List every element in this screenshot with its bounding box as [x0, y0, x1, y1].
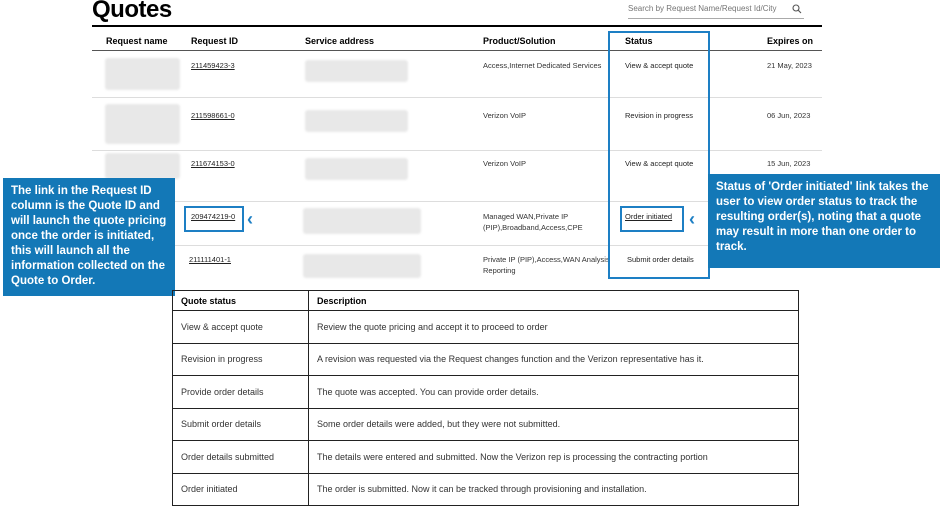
status-link[interactable]: Revision in progress — [625, 111, 693, 120]
status-description: The quote was accepted. You can provide order details. — [309, 376, 799, 409]
redacted-address — [305, 60, 408, 82]
quote-status-table — [172, 290, 799, 506]
header-divider — [92, 50, 822, 51]
order-status-callout: Status of 'Order initiated' link takes the user to view order status to track the resulting order(s), noting that a quote may result in more than one order to track. — [708, 174, 940, 268]
table-row — [173, 376, 799, 409]
redacted-request-name — [105, 58, 180, 90]
status-description: The order is submitted. Now it can be tracked through provisioning and installation. — [309, 473, 799, 506]
page-title: Quotes — [92, 0, 172, 23]
search-icon[interactable] — [792, 4, 802, 16]
product-cell: Private IP (PIP),Access,WAN Analysis Reporting — [483, 255, 610, 275]
table-row — [173, 311, 799, 344]
column-header-product[interactable]: Product/Solution — [483, 36, 556, 46]
order-initiated-link[interactable]: Order initiated — [625, 212, 673, 221]
redacted-address — [303, 254, 421, 278]
search-bar[interactable] — [628, 4, 804, 19]
expires-cell: 06 Jun, 2023 — [767, 111, 811, 120]
request-id-link[interactable]: 211674153-0 — [191, 159, 235, 168]
status-name: Submit order details — [173, 408, 309, 441]
status-name: Provide order details — [173, 376, 309, 409]
column-header-status[interactable]: Status — [625, 36, 653, 46]
product-cell: Verizon VoIP — [483, 111, 526, 120]
column-header-expires[interactable]: Expires on — [767, 36, 814, 46]
request-id-link[interactable]: 211598661-0 — [191, 111, 235, 120]
redacted-request-name — [105, 104, 180, 144]
column-header-request-id[interactable]: Request ID — [191, 36, 239, 46]
redacted-address — [303, 208, 421, 234]
product-cell: Verizon VoIP — [483, 159, 526, 168]
table-header-status: Quote status — [173, 291, 309, 311]
chevron-left-icon: ‹ — [689, 209, 695, 229]
status-column-highlight — [608, 31, 710, 279]
status-description: Some order details were added, but they were not submitted. — [309, 408, 799, 441]
redacted-request-name — [105, 153, 180, 179]
row-divider — [92, 97, 822, 98]
table-header-description: Description — [309, 291, 799, 311]
status-link[interactable]: View & accept quote — [625, 159, 694, 168]
row-divider — [92, 150, 822, 151]
status-name: Order details submitted — [173, 441, 309, 474]
redacted-address — [305, 158, 408, 180]
status-description: Review the quote pricing and accept it to proceed to order — [309, 311, 799, 344]
request-id-highlight — [184, 206, 244, 232]
expires-cell: 15 Jun, 2023 — [767, 159, 811, 168]
status-name: Order initiated — [173, 473, 309, 506]
table-row — [173, 343, 799, 376]
table-row — [173, 473, 799, 506]
title-divider — [92, 25, 822, 27]
status-link[interactable]: Submit order details — [627, 255, 694, 264]
column-header-request-name[interactable]: Request name — [106, 36, 168, 46]
chevron-left-icon: ‹ — [247, 209, 253, 229]
status-link[interactable]: View & accept quote — [625, 61, 694, 70]
search-input[interactable] — [628, 4, 778, 13]
request-id-callout: The link in the Request ID column is the Quote ID and will launch the quote pricing once the order is initiated, this will launch all the information collected on the Quote to Order. — [3, 178, 175, 296]
status-name: View & accept quote — [173, 311, 309, 344]
column-header-service-address[interactable]: Service address — [305, 36, 375, 46]
status-description: The details were entered and submitted. Now the Verizon rep is processing the contracting portion — [309, 441, 799, 474]
expires-cell: 21 May, 2023 — [767, 61, 812, 70]
order-initiated-highlight — [620, 206, 684, 232]
table-header-row — [173, 291, 799, 311]
status-description: A revision was requested via the Request changes function and the Verizon representative has it. — [309, 343, 799, 376]
request-id-link[interactable]: 211111401-1 — [189, 255, 231, 264]
request-id-link-highlighted[interactable]: 209474219-0 — [191, 212, 236, 221]
product-cell: Managed WAN,Private IP (PIP),Broadband,Access,CPE — [483, 212, 583, 232]
redacted-address — [305, 110, 408, 132]
table-row — [173, 408, 799, 441]
request-id-link[interactable]: 211459423-3 — [191, 61, 235, 70]
status-name: Revision in progress — [173, 343, 309, 376]
table-row — [173, 441, 799, 474]
product-cell: Access,Internet Dedicated Services — [483, 61, 602, 70]
